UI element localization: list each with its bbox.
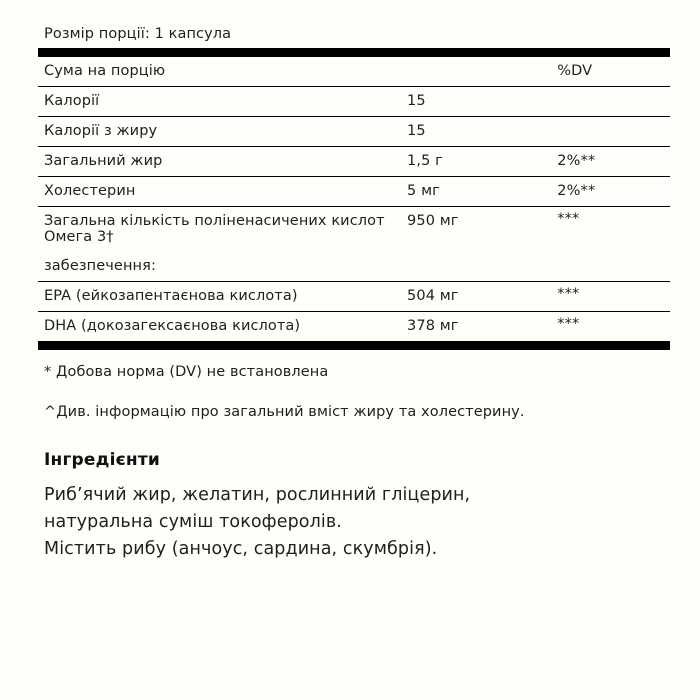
nutrient-amount: 15	[407, 117, 557, 147]
table-row	[38, 312, 670, 342]
table-top-rule	[38, 48, 670, 57]
nutrient-dv	[557, 117, 670, 147]
nutrient-dv	[557, 87, 670, 117]
nutrient-name: забезпечення:	[38, 252, 407, 282]
table-row	[38, 147, 670, 177]
table-row	[38, 117, 670, 147]
nutrient-amount: 5 мг	[407, 177, 557, 207]
ingredients-line-3: Містить рибу (анчоус, сардина, скумбрія).	[44, 539, 438, 560]
serving-size-label: Розмір порції: 1 капсула	[44, 26, 232, 42]
nutrient-name: DHA (докозагексаєнова кислота)	[44, 318, 301, 334]
table-row	[38, 282, 670, 312]
nutrient-amount: 378 мг	[407, 318, 459, 334]
daily-value-label: %DV	[557, 57, 670, 87]
table-row	[38, 207, 670, 253]
nutrient-dv: ***	[557, 280, 670, 310]
nutrient-amount: 950 мг	[407, 213, 459, 229]
supplement-facts-table	[38, 57, 670, 341]
ingredients-title: Інгредієнти	[44, 450, 160, 470]
nutrient-amount: 15	[407, 87, 557, 117]
nutrient-name: EPA (ейкозапентаєнова кислота)	[38, 282, 407, 312]
nutrient-name: Калорії з жиру	[38, 117, 407, 147]
nutrient-amount: 504 мг	[407, 282, 557, 312]
table-row	[38, 177, 670, 207]
amount-per-serving-label: Сума на порцію	[38, 57, 407, 87]
ingredients-line-1: Риб’ячий жир, желатин, рослинний гліцерин,	[44, 485, 471, 505]
nutrient-name: Загальний жир	[38, 147, 407, 177]
nutrient-amount	[407, 252, 557, 282]
nutrient-dv: ***	[557, 316, 580, 332]
nutrient-dv: 2%**	[557, 177, 670, 207]
nutrient-name-line1: Загальна кількість поліненасичених кислот	[44, 213, 385, 229]
footnote-fat-cholesterol: ^Див. інформацію про загальний вміст жиру та холестерину.	[44, 404, 525, 420]
ingredients-text	[44, 482, 670, 563]
footnote-dv-not-established: * Добова норма (DV) не встановлена	[44, 364, 329, 380]
nutrient-name: Холестерин	[38, 177, 407, 207]
table-row	[38, 252, 670, 282]
table-bottom-rule	[38, 341, 670, 350]
nutrient-dv	[557, 252, 670, 282]
nutrient-dv: 2%**	[557, 147, 670, 177]
nutrient-dv: ***	[557, 211, 580, 227]
ingredients-block	[38, 450, 670, 563]
ingredients-line-2: натуральна суміш токоферолів.	[44, 512, 342, 533]
footnotes-block	[38, 364, 670, 420]
nutrient-amount: 1,5 г	[407, 147, 557, 177]
nutrient-name-line2: Омега 3†	[44, 229, 114, 245]
table-header-row	[38, 57, 670, 87]
nutrient-name	[38, 207, 407, 253]
table-row	[38, 87, 670, 117]
nutrient-name: Калорії	[38, 87, 407, 117]
amount-column-spacer	[407, 57, 557, 87]
